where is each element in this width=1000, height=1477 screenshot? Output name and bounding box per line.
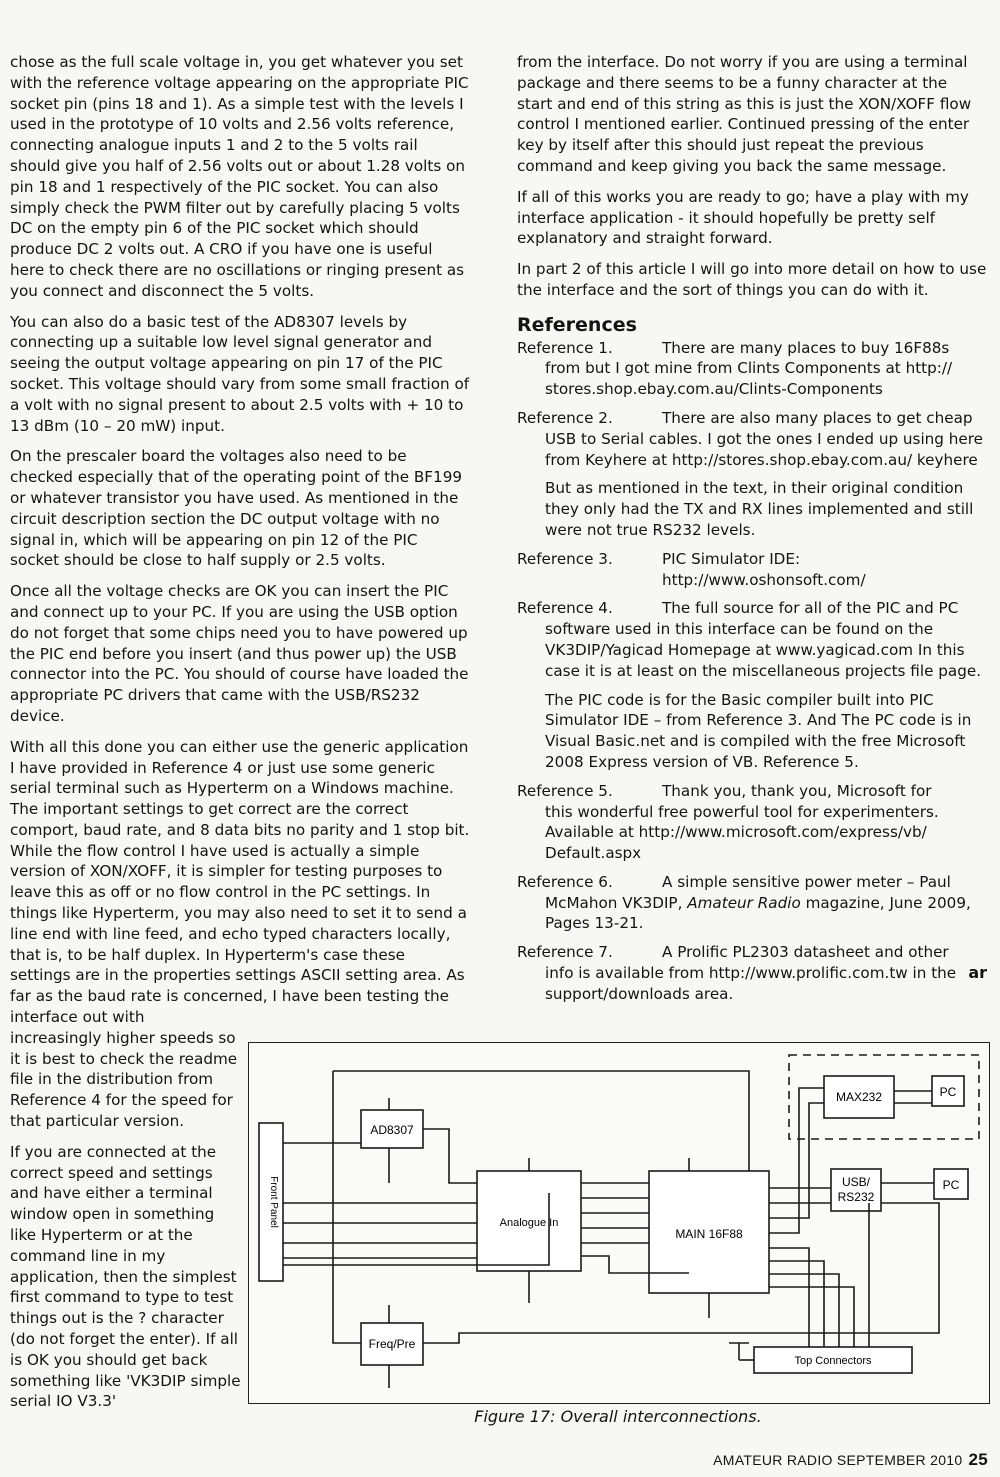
body-paragraph: On the prescaler board the voltages also need to be checked especially that of the operating point of the BF199 or whatever transistor you have used. As mentioned in the circuit description section the DC output voltage with no signal in, which will be appearing on pin 12 of the PIC socket should be close to half supply or 2.5 volts. bbox=[10, 447, 463, 570]
reference-label: Reference 3. bbox=[517, 549, 613, 568]
body-paragraph: If you are connected at the correct speed and settings and have either a terminal window open in something like Hyperterm or at the command line in my application, then the simplest first command to type to test things out is the ? character (do not forget the enter). If all is OK you should get back something like 'VK3DIP simple serial IO V3.3' bbox=[10, 1142, 241, 1411]
right-column bbox=[517, 52, 987, 1013]
body-paragraph: from the interface. Do not worry if you are using a terminal package and there seems to be a funny character at the start and end of this string as this is just the XON/XOFF flow control I mentioned earlier. Continued pressing of the enter key by itself after this should just repeat the previous command and keep giving you back the same message. bbox=[517, 53, 972, 175]
reference-3 bbox=[517, 549, 987, 591]
block-diagram-figure bbox=[248, 1042, 990, 1404]
reference-text: PIC Simulator IDE: bbox=[662, 549, 801, 568]
reference-text: There are also many places to get cheap bbox=[662, 408, 973, 427]
reference-label: Reference 2. bbox=[517, 408, 613, 427]
body-paragraph: In part 2 of this article I will go into more detail on how to use the interface and the sort of things you can do with it. bbox=[517, 260, 987, 299]
block-diagram bbox=[249, 1043, 989, 1403]
freq-pre-label: Freq/Pre bbox=[368, 1337, 416, 1351]
top-connectors-label: Top Connectors bbox=[794, 1355, 872, 1367]
reference-text: A Prolific PL2303 datasheet and other bbox=[662, 943, 949, 962]
reference-text: this wonderful free powerful tool for experimenters. Available at http://www.microsoft.com/express/vb/ Default.aspx bbox=[545, 802, 939, 863]
reference-url: http://www.oshonsoft.com/ bbox=[662, 570, 866, 589]
max232-label: MAX232 bbox=[835, 1090, 883, 1104]
usb-rs232-label-2: RS232 bbox=[837, 1190, 875, 1204]
reference-2 bbox=[517, 408, 987, 470]
references-heading: References bbox=[517, 313, 637, 336]
usb-rs232-label-1: USB/ bbox=[841, 1175, 871, 1189]
magazine-issue: AMATEUR RADIO SEPTEMBER 2010 bbox=[713, 1452, 963, 1468]
page-number: 25 bbox=[968, 1450, 988, 1469]
main-label: MAIN 16F88 bbox=[675, 1227, 743, 1241]
reference-text-part: McMahon VK3DIP, bbox=[545, 893, 688, 912]
reference-label: Reference 7. bbox=[517, 943, 613, 962]
reference-label: Reference 6. bbox=[517, 872, 613, 891]
body-paragraph: chose as the full scale voltage in, you get whatever you set with the reference voltage appearing on the appropriate PIC socket pin (pins 18 and 1). As a simple test with the levels I used in the prototype of 10 volts and 2.56 volts reference, connecting analogue inputs 1 and 2 to the 5 volts rail should give you half of 2.56 volts out or about 1.28 volts on pin 18 and 1 respectively of the PIC socket. You can also simply check the PWM filter out by carefully placing 5 volts DC on the empty pin 6 of the PIC socket which should produce DC 2 volts out. A CRO if you have one is useful here to check there are no oscillations or ringing present as you connect and disconnect the 5 volts. bbox=[10, 53, 469, 300]
reference-text: A simple sensitive power meter – Paul bbox=[662, 872, 951, 891]
reference-5 bbox=[517, 781, 987, 864]
body-paragraph: increasingly higher speeds so it is best to check the readme file in the distribution from Reference 4 for the speed for that particular version. bbox=[10, 1028, 238, 1131]
body-paragraph: If all of this works you are ready to go; have a play with my interface application - it should hopefully be pretty self explanatory and straight forward. bbox=[517, 187, 969, 248]
analogue-in-label: Analogue In bbox=[499, 1217, 559, 1229]
reference-text: Thank you, thank you, Microsoft for bbox=[662, 781, 932, 800]
front-panel-label: Front Panel bbox=[268, 1176, 279, 1228]
reference-text bbox=[517, 893, 987, 935]
end-mark: ar bbox=[968, 963, 987, 983]
reference-label: Reference 1. bbox=[517, 338, 613, 357]
reference-text: from but I got mine from Clints Components at http:// stores.shop.ebay.com.au/Clints-Components bbox=[545, 359, 953, 399]
body-paragraph: You can also do a basic test of the AD8307 levels by connecting up a suitable low level signal generator and seeing the output voltage appearing on pin 17 of the PIC socket. This voltage should vary from some small fraction of a volt with no signal present to about 2.5 volts with + 10 to 13 dBm (10 – 20 mW) input. bbox=[10, 312, 470, 435]
narrow-text-block bbox=[10, 1028, 242, 1412]
reference-text: There are many places to buy 16F88s bbox=[662, 338, 950, 357]
reference-note: The PIC code is for the Basic compiler built into PIC Simulator IDE – from Reference 3. And The PC code is in Visual Basic.net and is compiled with the free Microsoft 2008 Express version of VB. Reference 5. bbox=[545, 690, 972, 771]
reference-note: But as mentioned in the text, in their original condition they only had the TX and RX lines implemented and still were not true RS232 levels. bbox=[545, 479, 974, 539]
reference-text bbox=[517, 963, 987, 1005]
reference-label: Reference 5. bbox=[517, 781, 613, 800]
pc-right-label: PC bbox=[942, 1178, 960, 1192]
body-paragraph: Once all the voltage checks are OK you can insert the PIC and connect up to your PC. If you are using the USB option do not forget that some chips need you to have powered up the PIC end before you insert (and thus power up) the USB connector into the PC. You should of course have loaded the appropriate PC drivers that came with the USB/RS232 device. bbox=[10, 582, 469, 725]
reference-1 bbox=[517, 338, 987, 400]
reference-text-part: info is available from http://www.prolific.com.tw in the support/downloads area. bbox=[545, 964, 957, 1003]
reference-label: Reference 4. bbox=[517, 599, 613, 618]
reference-4 bbox=[517, 598, 987, 681]
pc-top-label: PC bbox=[939, 1085, 957, 1099]
ad8307-label: AD8307 bbox=[370, 1123, 414, 1137]
reference-text-part: magazine, June 2009, Pages 13-21. bbox=[545, 893, 971, 933]
reference-6 bbox=[517, 872, 987, 934]
reference-7 bbox=[517, 942, 987, 1004]
reference-text: software used in this interface can be found on the VK3DIP/Yagicad Homepage at www.yagicad.com In this case it is at least on the miscellaneous projects file page. bbox=[545, 620, 982, 680]
reference-text: The full source for all of the PIC and PC bbox=[662, 599, 959, 618]
figure-caption: Figure 17: Overall interconnections. bbox=[474, 1407, 762, 1426]
reference-text: USB to Serial cables. I got the ones I ended up using here from Keyhere at http://stores.shop.ebay.com.au/ keyhere bbox=[545, 429, 983, 469]
body-paragraph: With all this done you can either use the generic application I have provided in Reference 4 or just use some generic serial terminal such as Hyperterm on a Windows machine. The important settings to get correct are the correct comport, baud rate, and 8 data bits no parity and 1 stop bit. While the flow control I have used is actually a simple version of XON/XOFF, it is simpler for testing purposes to leave this as off or no flow control in the PC settings. In things like Hyperterm, you may also need to set it to send a line end with line feed, and echo typed characters locally, that is, to be half duplex. In Hyperterm's case these settings are in the properties settings ASCII setting area. As far as the baud rate is concerned, I have been testing the interface out with bbox=[10, 737, 470, 1027]
page-footer bbox=[713, 1450, 988, 1470]
reference-magazine-title: Amateur Radio bbox=[687, 893, 801, 912]
